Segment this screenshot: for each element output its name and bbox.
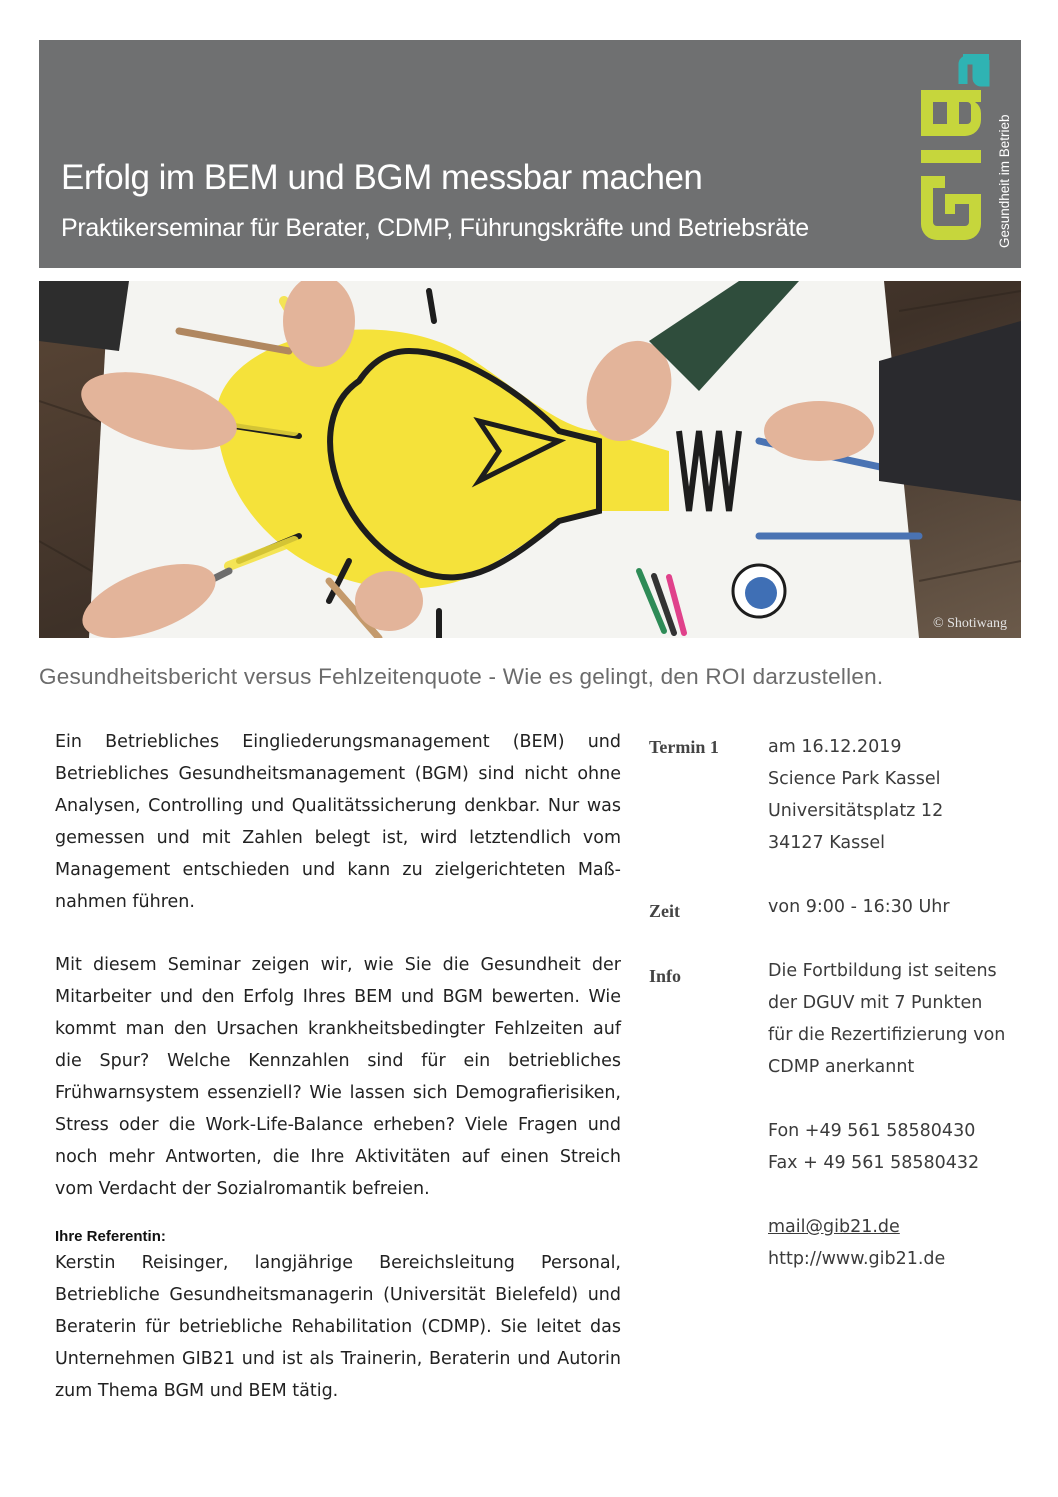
zeit-value: von 9:00 - 16:30 Uhr	[768, 897, 950, 917]
page-subtitle: Praktikerseminar für Berater, CDMP, Führungskräfte und Betriebsräte	[61, 214, 809, 242]
svg-text:Gesundheit im Betrieb: Gesundheit im Betrieb	[997, 114, 1012, 248]
seminar-paragraph: Mit diesem Seminar zeigen wir, wie Sie die Gesundheit der Mitarbeiter und den Erfolg Ihres BEM und BGM bewerten. Wie kommt man den Ursachen krankheitsbedingter Fehlzeiten auf die Spur? Welche Kennzahlen sind für ein betriebliches Frühwarnsystem essenziell? Wie lassen sich Demografierisiken, Stress oder die Work-Life-Balance erheben? Viele Fragen und noch mehr Antworten, die Ihre Aktivitäten auf einen Streich vom Verdacht der Sozialromantik befreien.	[55, 955, 621, 1199]
header-banner	[39, 40, 1021, 268]
phone-number: Fon +49 561 58580430	[768, 1121, 976, 1141]
info-line-2: der DGUV mit 7 Punkten	[768, 993, 983, 1013]
lightbulb-illustration	[39, 281, 1021, 638]
termin-label: Termin 1	[649, 737, 719, 757]
contact-phone-block	[768, 1115, 1018, 1179]
info-line-4: CDMP anerkannt	[768, 1057, 915, 1077]
referent-heading: Ihre Referentin:	[55, 1228, 166, 1245]
referent-paragraph: Kerstin Reisinger, langjährige Bereichsleitung Personal, Betriebliche Gesundheitsmanagerin (Universität Bielefeld) und Beraterin für betriebliche Rehabilitation (CDMP). Sie leitet das Unternehmen GIB21 und ist als Trainerin, Beraterin und Autorin zum Thema BGM und BEM tätig.	[55, 1253, 621, 1401]
termin-date: am 16.12.2019	[768, 737, 902, 757]
info-line-3: für die Rezertifizierung von	[768, 1025, 1006, 1045]
zeit-details	[768, 891, 1018, 923]
info-label: Info	[649, 966, 682, 986]
website-link[interactable]: http://www.gib21.de	[768, 1249, 946, 1269]
page-title: Erfolg im BEM und BGM messbar machen	[61, 158, 703, 197]
fax-number: Fax + 49 561 58580432	[768, 1153, 980, 1173]
zeit-label: Zeit	[649, 901, 680, 921]
photo-credit: © Shotiwang	[932, 616, 1007, 631]
contact-web-block	[768, 1211, 1018, 1275]
tagline: Gesundheitsbericht versus Fehlzeitenquote - Wie es gelingt, den ROI darzustellen.	[39, 664, 884, 689]
info-details	[768, 955, 1018, 1083]
termin-city: 34127 Kassel	[768, 833, 885, 853]
email-link[interactable]: mail@gib21.de	[768, 1217, 900, 1237]
termin-details	[768, 731, 1018, 859]
intro-paragraph: Ein Betriebliches Eingliederungsmanagement (BEM) und Betriebliches Gesundheitsmanagement (BGM) sind nicht ohne Analysen, Controlling und Qualitätssicherung denkbar. Nur was gemessen und mit Zahlen belegt ist, wird letztendlich vom Management entschieden und kann zu zielgerichteten Maßnahmen führen.	[55, 732, 621, 912]
hero-photo	[39, 281, 1021, 638]
info-line-1: Die Fortbildung ist seitens	[768, 961, 997, 981]
gib21-logo	[917, 54, 1017, 250]
termin-venue: Science Park Kassel	[768, 769, 941, 789]
termin-street: Universitätsplatz 12	[768, 801, 944, 821]
